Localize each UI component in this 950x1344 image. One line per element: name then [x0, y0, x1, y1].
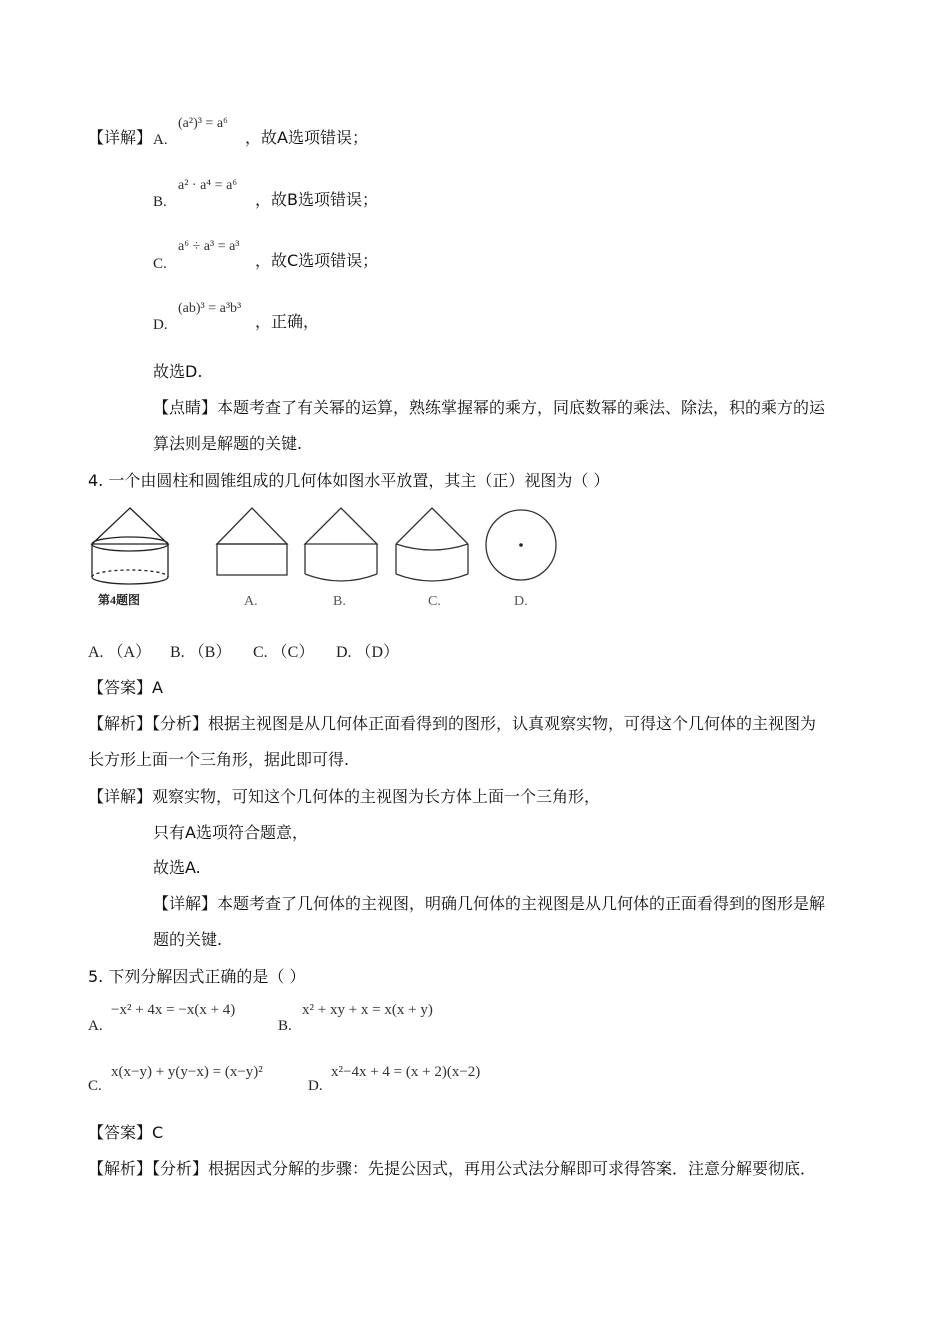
q3-option-a-math: (a²)³ = a⁶ [178, 116, 228, 131]
q4-figure-label-c: C. [428, 594, 441, 609]
q4-figure-b [305, 508, 377, 581]
q5-option-b-math: x² + xy + x = x(x + y) [302, 1002, 433, 1018]
q4-figure-label-b: B. [333, 594, 346, 609]
q5-option-a-letter: A. [88, 1018, 103, 1034]
q4-detail-line1: 【详解】观察实物，可知这个几何体的主视图为长方体上面一个三角形， [88, 787, 601, 806]
q5-stem: 5. 下列分解因式正确的是（ ） [88, 967, 306, 986]
q3-option-d-text: ，正确， [255, 312, 320, 331]
q3-option-a-letter: A. [153, 132, 168, 148]
q3-option-b-letter: B. [153, 194, 167, 210]
q4-figure [80, 498, 570, 618]
q5-option-d-letter: D. [308, 1078, 323, 1094]
q3-option-b-math: a² · a⁴ = a⁶ [178, 178, 238, 193]
q4-detail-line4: 【详解】本题考查了几何体的主视图，明确几何体的主视图是从几何体的正面看得到的图形是解 [153, 894, 826, 913]
q4-solid-figure [92, 508, 168, 584]
q3-option-a-text: ，故A选项错误； [245, 128, 368, 147]
q5-option-c-math: x(x−y) + y(y−x) = (x−y)² [111, 1064, 263, 1080]
q4-analysis-line2: 长方形上面一个三角形，据此即可得. [88, 750, 350, 769]
q4-detail-line5: 题的关键. [153, 930, 223, 949]
q4-figure-a [217, 508, 287, 575]
q5-analysis: 【解析】【分析】根据因式分解的步骤：先提公因式，再用公式法分解即可求得答案．注意分解要彻底． [88, 1159, 817, 1178]
q4-figure-label-d: D. [514, 594, 528, 609]
q3-detail-tag: 【详解】 [88, 128, 153, 147]
q3-comment-line1: 【点睛】本题考查了有关幂的运算，熟练掌握幂的乘方，同底数幂的乘法、除法，积的乘方的运 [153, 398, 826, 417]
q4-figure-d-center-dot [519, 543, 523, 547]
q3-comment-line2: 算法则是解题的关键. [153, 434, 303, 453]
q4-option-c: C. （C） [253, 644, 315, 661]
q3-option-d-math: (ab)³ = a³b³ [178, 301, 242, 316]
q4-figure-c [396, 508, 468, 581]
q3-option-c-math: a⁶ ÷ a³ = a³ [178, 239, 240, 254]
q3-option-b-text: ，故B选项错误； [255, 190, 378, 209]
q5-option-d-math: x²−4x + 4 = (x + 2)(x−2) [331, 1064, 481, 1080]
q3-choose: 故选D. [153, 362, 203, 381]
q4-option-d: D. （D） [336, 644, 400, 661]
q4-figure-caption: 第4题图 [98, 593, 141, 607]
q4-option-b: B. （B） [170, 644, 232, 661]
q3-option-d-letter: D. [153, 317, 168, 333]
q4-detail-line3: 故选A. [153, 858, 201, 877]
q4-answer: 【答案】A [88, 678, 163, 697]
q4-figure-label-a: A. [244, 594, 258, 609]
q3-option-c-letter: C. [153, 256, 167, 272]
q5-option-a-math: −x² + 4x = −x(x + 4) [111, 1002, 236, 1018]
q5-answer: 【答案】C [88, 1123, 164, 1142]
q5-option-b-letter: B. [278, 1018, 292, 1034]
q3-option-c-text: ，故C选项错误； [255, 251, 379, 270]
q4-analysis-line1: 【解析】【分析】根据主视图是从几何体正面看得到的图形，认真观察实物，可得这个几何体的主视图为 [88, 714, 817, 733]
q4-detail-line2: 只有A选项符合题意， [153, 823, 308, 842]
q5-option-c-letter: C. [88, 1078, 102, 1094]
q4-stem: 4. 一个由圆柱和圆锥组成的几何体如图水平放置，其主（正）视图为（ ） [88, 471, 610, 490]
q4-option-a: A. （A） [88, 644, 152, 661]
